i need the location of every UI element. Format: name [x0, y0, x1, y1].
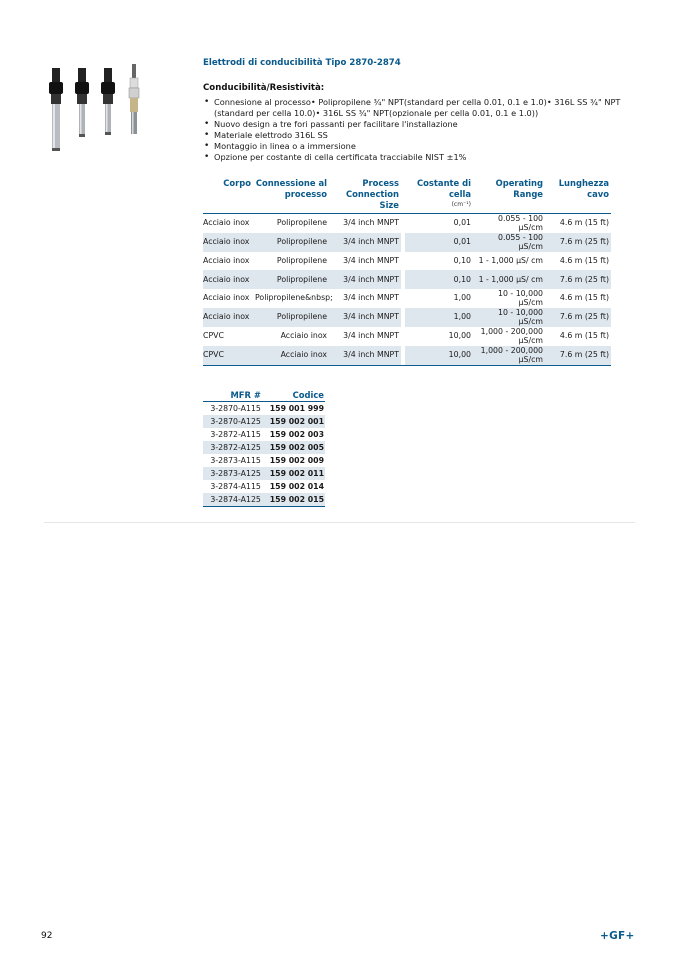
cell-cable: 7.6 m (25 ft)	[545, 270, 611, 289]
table-row	[203, 327, 611, 346]
table-row	[203, 270, 611, 289]
cell-code: 159 002 005	[262, 441, 325, 454]
cell-body: Acciaio inox	[203, 256, 250, 265]
feature-item	[203, 119, 635, 130]
cell-constant: 0,10	[405, 270, 473, 289]
header-connection: Connessione al processo	[253, 178, 329, 213]
cell-constant: 0,01	[453, 218, 471, 228]
cell-body: CPVC	[203, 331, 224, 341]
bullet-icon: •	[204, 119, 210, 130]
table-row	[203, 346, 611, 366]
cell-body: Acciaio inox	[203, 308, 253, 327]
cell-connection: Polipropilene	[253, 233, 329, 252]
table-row	[203, 308, 611, 327]
cell-range: 1,000 - 200,000 µS/cm	[473, 346, 545, 366]
bullet-icon: •	[204, 152, 210, 163]
cell-process-size: 3/4 inch MNPT	[343, 293, 399, 303]
cell-connection: Acciaio inox	[253, 346, 329, 366]
feature-text: Montaggio in linea o a immersione	[214, 141, 356, 152]
table-row	[203, 252, 611, 271]
feature-text: Opzione per costante di cella certificata tracciabile NIST ±1%	[214, 152, 467, 163]
cell-code: 159 002 014	[269, 482, 324, 491]
header-cell-constant-label: Costante di cella	[417, 178, 471, 199]
cell-connection: Polipropilene	[276, 218, 327, 228]
table-row	[203, 213, 611, 233]
cell-constant: 1,00	[453, 293, 471, 303]
spec-header-row	[203, 178, 611, 213]
cell-range: 1 - 1,000 µS/ cm	[473, 270, 545, 289]
cell-connection: Polipropilene	[276, 256, 327, 265]
table-row	[203, 428, 325, 441]
header-body: Corpo	[203, 178, 253, 213]
cell-mfr: 3-2872-A115	[210, 430, 261, 439]
cell-constant: 1,00	[405, 308, 473, 327]
cell-code: 159 001 999	[269, 404, 324, 413]
bullet-icon: •	[204, 130, 210, 141]
cell-connection: Polipropilene	[253, 270, 329, 289]
feature-item	[203, 97, 635, 119]
header-process-size: Process Connection Size	[329, 178, 401, 213]
gf-logo: +GF+	[600, 930, 635, 942]
cell-connection: Polipropilene	[253, 308, 329, 327]
header-cell-constant	[405, 178, 473, 213]
cell-process-size: 3/4 inch MNPT	[329, 308, 401, 327]
cell-constant: 0,01	[405, 233, 473, 252]
feature-item	[203, 130, 635, 141]
header-cell-constant-unit: (cm⁻¹)	[451, 201, 471, 208]
bullet-icon: •	[204, 141, 210, 152]
cell-process-size: 3/4 inch MNPT	[329, 346, 401, 366]
cell-process-size: 3/4 inch MNPT	[343, 218, 399, 228]
cell-process-size: 3/4 inch MNPT	[329, 233, 401, 252]
subsection-title: Conducibilità/Resistività:	[203, 83, 325, 93]
table-row	[203, 480, 325, 493]
table-row	[203, 467, 325, 480]
cell-cable: 7.6 m (25 ft)	[545, 233, 611, 252]
spec-table	[203, 178, 611, 366]
cell-range: 0.055 - 100 µS/cm	[473, 233, 545, 252]
header-mfr: MFR #	[203, 389, 262, 402]
cell-process-size: 3/4 inch MNPT	[343, 331, 399, 341]
header-cable-length: Lunghezza cavo	[545, 178, 611, 213]
cell-mfr: 3-2870-A125	[203, 415, 262, 428]
feature-text: Materiale elettrodo 316L SS	[214, 130, 328, 141]
cell-code: 159 002 015	[262, 493, 325, 507]
cell-mfr: 3-2873-A125	[203, 467, 262, 480]
cell-range: 10 - 10,000 µS/cm	[473, 308, 545, 327]
electrodes-product-image	[44, 62, 156, 162]
order-header-row	[203, 389, 325, 402]
cell-cable: 7.6 m (25 ft)	[545, 346, 611, 366]
table-row	[203, 402, 325, 416]
table-row	[203, 493, 325, 507]
bullet-icon: •	[204, 97, 210, 107]
cell-constant: 0,10	[453, 256, 471, 265]
cell-cable: 7.6 m (25 ft)	[545, 308, 611, 327]
feature-text: Connesione al processo• Polipropilene ¾" NPT(standard per cella 0.01, 0.1 e 1.0)• 316L SS ¾" NPT (standard per cella 10.0)• 316L SS ¾" NPT(opzionale per cella 0.01, 0.1 e 1.0))	[214, 97, 621, 119]
cell-body: Acciaio inox	[203, 233, 253, 252]
cell-mfr: 3-2870-A115	[210, 404, 261, 413]
cell-range: 1,000 - 200,000 µS/cm	[480, 326, 543, 345]
table-row	[203, 454, 325, 467]
table-row	[203, 441, 325, 454]
cell-process-size: 3/4 inch MNPT	[343, 256, 399, 265]
cell-connection: Acciaio inox	[280, 331, 327, 341]
cell-process-size: 3/4 inch MNPT	[329, 270, 401, 289]
cell-constant: 10,00	[405, 346, 473, 366]
cell-connection: Polipropilene&nbsp;	[255, 293, 333, 303]
cell-body: Acciaio inox	[203, 218, 250, 228]
cell-code: 159 002 001	[262, 415, 325, 428]
cell-mfr: 3-2873-A115	[210, 456, 261, 465]
cell-constant: 10,00	[448, 331, 471, 341]
page-number: 92	[41, 931, 53, 941]
section-title: Elettrodi di conducibilità Tipo 2870-2874	[203, 58, 401, 68]
cell-body: CPVC	[203, 346, 253, 366]
cell-code: 159 002 011	[262, 467, 325, 480]
feature-text: Nuovo design a tre fori passanti per facilitare l'installazione	[214, 119, 458, 130]
cell-range: 0.055 - 100 µS/cm	[498, 213, 543, 232]
cell-range: 1 - 1,000 µS/ cm	[478, 256, 543, 265]
order-table	[203, 389, 325, 507]
header-operating-range: Operating Range	[473, 178, 545, 213]
table-row	[203, 233, 611, 252]
cell-cable: 4.6 m (15 ft)	[559, 256, 609, 265]
cell-cable: 4.6 m (15 ft)	[559, 331, 609, 341]
cell-mfr: 3-2872-A125	[203, 441, 262, 454]
cell-cable: 4.6 m (15 ft)	[559, 218, 609, 228]
cell-code: 159 002 003	[269, 430, 324, 439]
feature-item	[203, 152, 635, 163]
cell-body: Acciaio inox	[203, 293, 250, 303]
cell-code: 159 002 009	[269, 456, 324, 465]
header-code: Codice	[262, 389, 325, 402]
cell-cable: 4.6 m (15 ft)	[559, 293, 609, 303]
feature-list	[203, 97, 635, 164]
table-row	[203, 415, 325, 428]
section-divider	[44, 522, 635, 523]
cell-body: Acciaio inox	[203, 270, 253, 289]
cell-mfr: 3-2874-A115	[210, 482, 261, 491]
cell-range: 10 - 10,000 µS/cm	[498, 288, 543, 307]
cell-mfr: 3-2874-A125	[203, 493, 262, 507]
table-row	[203, 289, 611, 308]
feature-item	[203, 141, 635, 152]
